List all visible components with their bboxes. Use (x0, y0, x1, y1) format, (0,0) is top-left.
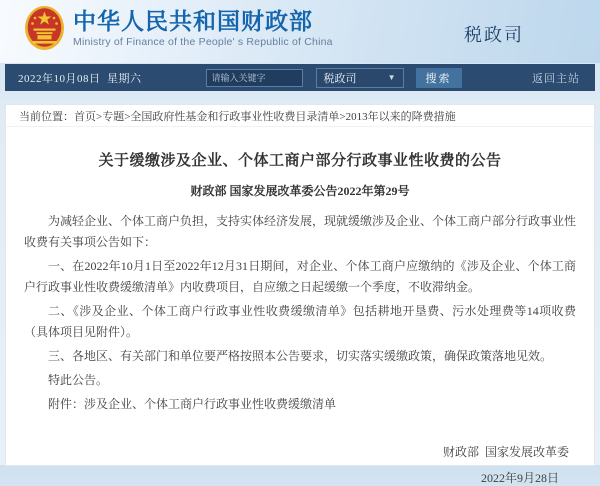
paragraph-item-2: 二、《涉及企业、个体工商户行政事业性收费缓缴清单》包括耕地开垦费、污水处理费等14项收费（具体项目见附件）。 (24, 304, 576, 339)
site-title-block (73, 5, 333, 48)
site-header (0, 0, 600, 63)
breadcrumb-path[interactable]: 首页>专题>全国政府性基金和行政事业性收费目录清单>2013年以来的降费措施 (74, 110, 456, 123)
search-button[interactable]: 搜索 (416, 68, 462, 88)
content-box (5, 104, 595, 485)
search-scope-value: 税政司 (323, 72, 357, 85)
site-title: 中华人民共和国财政部 (73, 8, 313, 34)
breadcrumb (6, 105, 594, 127)
attachment-line: 附件：涉及企业、个体工商户行政事业性收费缓缴清单 (48, 397, 337, 411)
department-name: 税政司 (464, 25, 524, 45)
site-subtitle: Ministry of Finance of the People' s Republic of China (73, 36, 333, 48)
site-logo (24, 5, 333, 51)
document-title: 关于缓缴涉及企业、个体工商户部分行政事业性收费的公告 (98, 153, 502, 169)
issue-date: 2022年9月28日 (480, 471, 559, 485)
back-to-main-site-link[interactable]: 返回主站 (532, 72, 580, 85)
breadcrumb-label: 当前位置： (19, 110, 74, 123)
paragraph-item-1: 一、在2022年10月1日至2022年12月31日期间，对企业、个体工商户应缴纳的《涉及企业、个体工商户行政事业性收费缓缴清单》内收费项目，自应缴之日起缓缴一个季度，不收滞纳金。 (24, 259, 576, 294)
current-date-label: 2022年10月08日 星期六 (18, 72, 142, 85)
closing-line: 特此公告。 (48, 373, 109, 387)
national-emblem-icon (24, 5, 65, 51)
toolbar (5, 64, 595, 91)
paragraph-intro: 为减轻企业、个体工商户负担，支持实体经济发展，现就缓缴涉及企业、个体工商户部分行政事业性收费有关事项公告如下： (24, 214, 577, 249)
paragraph-item-3: 三、各地区、有关部门和单位要严格按照本公告要求，切实落实缓缴政策，确保政策落地见效。 (48, 349, 553, 363)
announcement-document (6, 149, 594, 486)
chevron-down-icon: ▼ (387, 73, 396, 82)
issuer-signature: 财政部 国家发展改革委 (442, 445, 569, 459)
search-input[interactable] (206, 69, 303, 87)
search-scope-select[interactable] (316, 68, 404, 88)
document-number: 财政部 国家发展改革委公告2022年第29号 (190, 184, 410, 198)
